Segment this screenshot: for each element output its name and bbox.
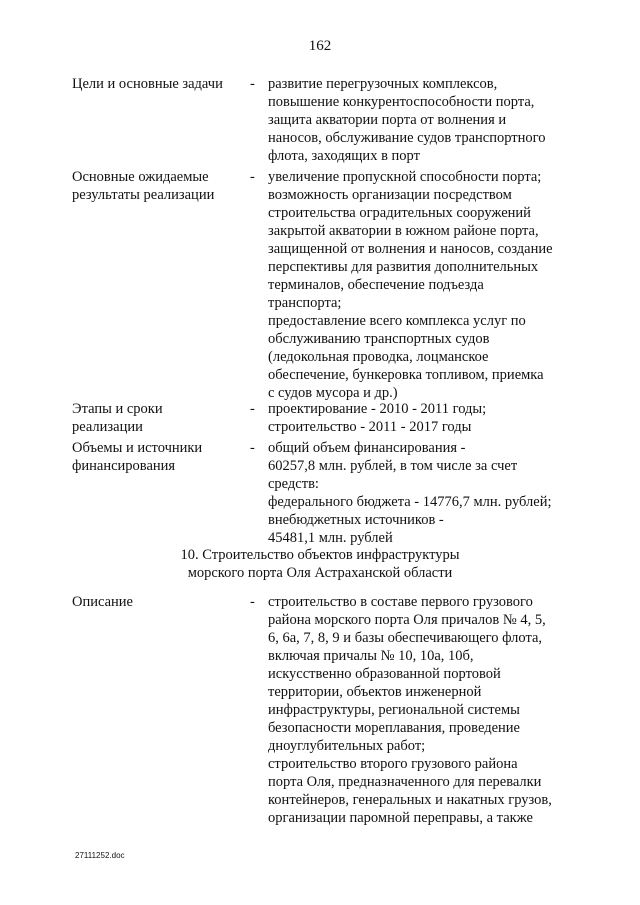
text-line: защищенной от волнения и наносов, создание: [268, 241, 553, 257]
text-line: с судов мусора и др.): [268, 385, 398, 401]
row-dash: -: [250, 401, 255, 417]
text-line: дноуглубительных работ;: [268, 738, 426, 754]
text-line: 6, 6а, 7, 8, 9 и базы обеспечивающего флота,: [268, 630, 543, 646]
text-line: наносов, обслуживание судов транспортного: [268, 130, 546, 146]
text-line: обеспечение, бункеровка топливом, приемка: [268, 367, 544, 383]
row-label: [72, 439, 247, 475]
row-label: [72, 168, 247, 204]
row-dash: -: [250, 76, 255, 92]
row-dash: -: [250, 440, 255, 456]
text-line: 45481,1 млн. рублей: [268, 530, 393, 546]
text-line: безопасности мореплавания, проведение: [268, 720, 520, 736]
section-heading: [0, 546, 640, 582]
text-line: района морского порта Оля причалов № 4, 5,: [268, 612, 546, 628]
row-label: [72, 400, 247, 436]
text-line: искусственно образованной портовой: [268, 666, 501, 682]
text-line: территории, объектов инженерной: [268, 684, 482, 700]
text-line: защита акватории порта от волнения и: [268, 112, 507, 128]
row-label: [72, 75, 247, 93]
row-dash: -: [250, 169, 255, 185]
row-text: [268, 439, 573, 547]
text-line: транспорта;: [268, 295, 342, 311]
heading-line: 10. Строительство объектов инфраструктуры: [180, 547, 460, 563]
text-line: проектирование - 2010 - 2011 годы;: [268, 401, 487, 417]
page-number: 162: [308, 38, 332, 54]
label-line: Цели и основные задачи: [72, 76, 223, 92]
text-line: строительства оградительных сооружений: [268, 205, 531, 221]
text-line: перспективы для развития дополнительных: [268, 259, 539, 275]
row-dash: -: [250, 594, 255, 610]
text-line: организации паромной переправы, а также: [268, 810, 533, 826]
text-line: федерального бюджета - 14776,7 млн. рублей;: [268, 494, 552, 510]
label-line: Этапы и сроки: [72, 401, 163, 417]
text-line: возможность организации посредством: [268, 187, 512, 203]
row-label: [72, 593, 247, 611]
text-line: (ледокольная проводка, лоцманское: [268, 349, 489, 365]
text-line: контейнеров, генеральных и накатных грузов,: [268, 792, 552, 808]
row-text: [268, 168, 573, 402]
heading-line: морского порта Оля Астраханской области: [187, 565, 453, 581]
text-line: закрытой акватории в южном районе порта,: [268, 223, 539, 239]
text-line: обслуживанию транспортных судов: [268, 331, 490, 347]
text-line: 60257,8 млн. рублей, в том числе за счет: [268, 458, 518, 474]
text-line: флота, заходящих в порт: [268, 148, 420, 164]
label-line: реализации: [72, 419, 143, 435]
row-text: [268, 593, 573, 827]
text-line: средств:: [268, 476, 319, 492]
file-name-footer: 27111252.doc: [75, 851, 125, 860]
label-line: Объемы и источники: [72, 440, 203, 456]
text-line: развитие перегрузочных комплексов,: [268, 76, 498, 92]
label-line: результаты реализации: [72, 187, 215, 203]
text-line: строительство - 2011 - 2017 годы: [268, 419, 472, 435]
text-line: внебюджетных источников -: [268, 512, 444, 528]
text-line: включая причалы № 10, 10а, 10б,: [268, 648, 474, 664]
row-text: [268, 400, 573, 436]
text-line: увеличение пропускной способности порта;: [268, 169, 542, 185]
text-line: предоставление всего комплекса услуг по: [268, 313, 526, 329]
text-line: общий объем финансирования -: [268, 440, 466, 456]
label-line: Основные ожидаемые: [72, 169, 209, 185]
text-line: инфраструктуры, региональной системы: [268, 702, 520, 718]
text-line: повышение конкурентоспособности порта,: [268, 94, 535, 110]
text-line: строительство второго грузового района: [268, 756, 518, 772]
label-line: Описание: [72, 594, 133, 610]
text-line: порта Оля, предназначенного для перевалки: [268, 774, 542, 790]
text-line: терминалов, обеспечение подъезда: [268, 277, 484, 293]
text-line: строительство в составе первого грузового: [268, 594, 533, 610]
row-text: [268, 75, 573, 165]
label-line: финансирования: [72, 458, 176, 474]
